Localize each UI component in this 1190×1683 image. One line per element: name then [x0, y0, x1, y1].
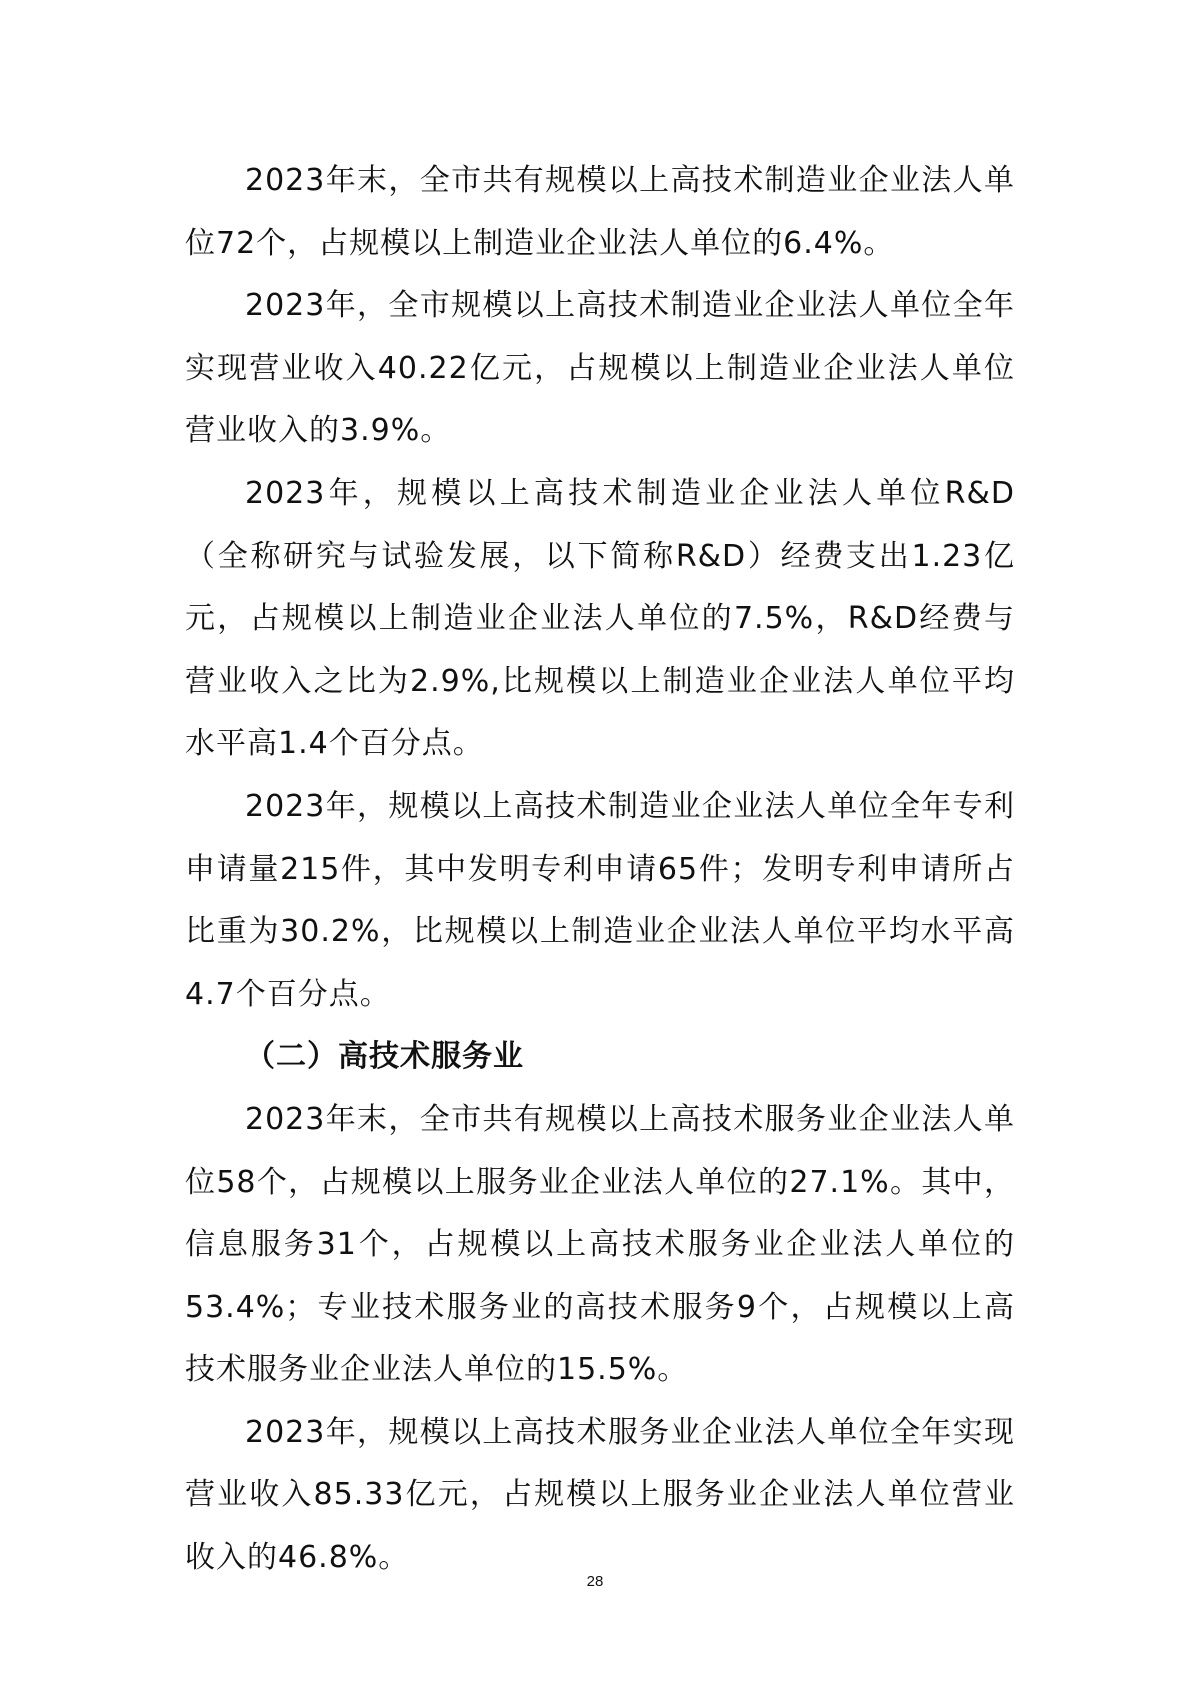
paragraph-manufacturing-patents: 2023年，规模以上高技术制造业企业法人单位全年专利申请量215件，其中发明专利申请65件；发明专利申请所占比重为30.2%，比规模以上制造业企业法人单位平均水平高4.7个百分点。	[185, 788, 1015, 1012]
document-body	[185, 150, 1015, 1590]
paragraph-manufacturing-rd: 2023年，规模以上高技术制造业企业法人单位R&D（全称研究与试验发展，以下简称R&D）经费支出1.23亿元，占规模以上制造业企业法人单位的7.5%，R&D经费与营业收入之比为2.9%,比规模以上制造业企业法人单位平均水平高1.4个百分点。	[185, 475, 1015, 762]
page-number: 28	[586, 1573, 604, 1590]
section-heading-high-tech-services: （二）高技术服务业	[245, 1039, 524, 1075]
paragraph-manufacturing-units: 2023年末，全市共有规模以上高技术制造业企业法人单位72个，占规模以上制造业企业法人单位的6.4%。	[185, 163, 1015, 261]
paragraph-services-revenue: 2023年，规模以上高技术服务业企业法人单位全年实现营业收入85.33亿元，占规模以上服务业企业法人单位营业收入的46.8%。	[185, 1414, 1015, 1576]
paragraph-services-units: 2023年末，全市共有规模以上高技术服务业企业法人单位58个，占规模以上服务业企业法人单位的27.1%。其中，信息服务31个，占规模以上高技术服务业企业法人单位的53.4%；专业技术服务业的高技术服务9个，占规模以上高技术服务业企业法人单位的15.5%。	[185, 1101, 1015, 1388]
paragraph-manufacturing-revenue: 2023年，全市规模以上高技术制造业企业法人单位全年实现营业收入40.22亿元，占规模以上制造业企业法人单位营业收入的3.9%。	[185, 288, 1015, 449]
